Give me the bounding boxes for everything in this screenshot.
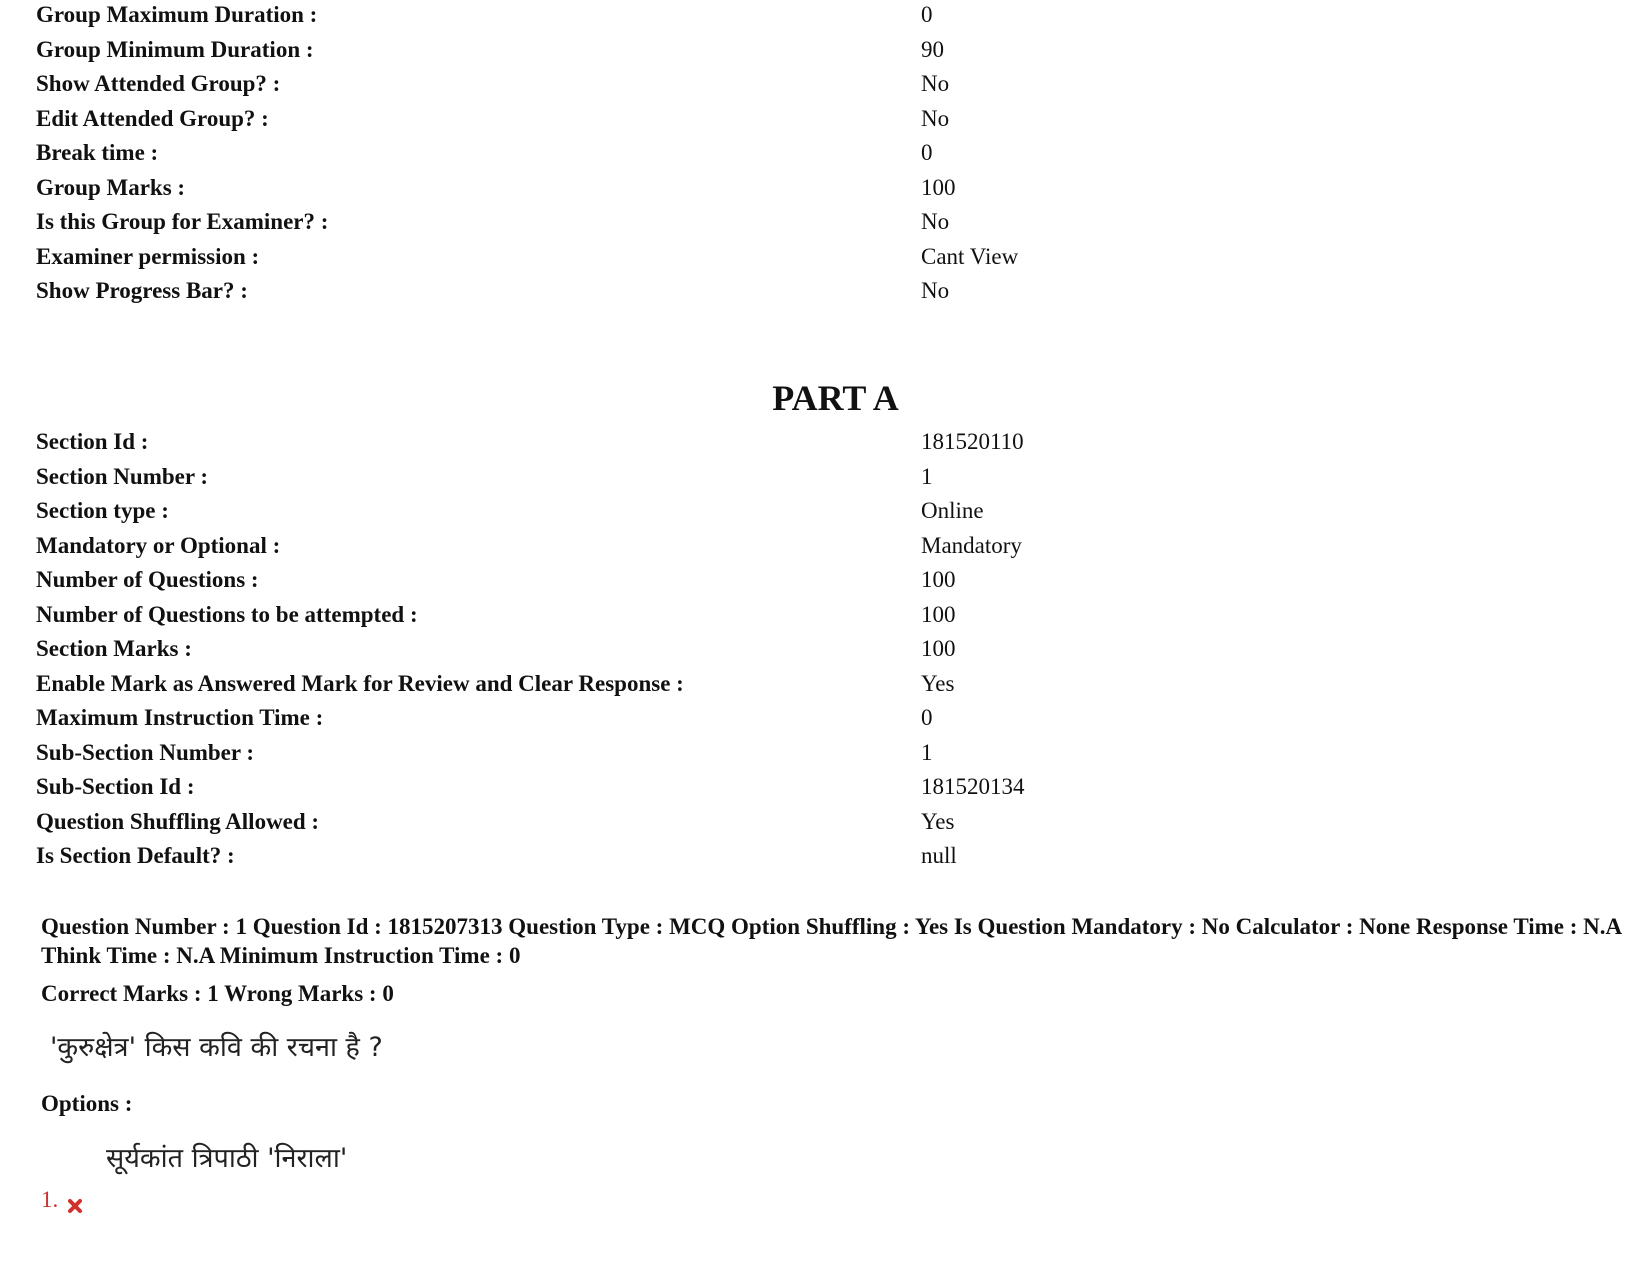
group-label: Show Attended Group? : — [36, 71, 281, 96]
option-1-marker — [41, 1185, 83, 1215]
section-value: 181520110 — [921, 429, 1024, 454]
group-details-table — [36, 0, 1018, 309]
section-row — [36, 805, 1025, 840]
section-label: Mandatory or Optional : — [36, 532, 281, 558]
group-label: Edit Attended Group? : — [36, 105, 269, 131]
options-label: Options : — [41, 1091, 133, 1116]
section-value: 181520134 — [921, 774, 1025, 799]
question-text: 'कुरुक्षेत्र' किस कवि की रचना है ? — [50, 1032, 383, 1063]
group-row — [36, 136, 1018, 171]
question-marks: Correct Marks : 1 Wrong Marks : 0 — [41, 981, 394, 1006]
section-row — [36, 632, 1025, 667]
group-row — [36, 0, 1018, 33]
wrong-cross-icon — [67, 1192, 83, 1208]
section-value: 1 — [921, 463, 933, 489]
group-row — [36, 33, 1018, 68]
section-details-table — [36, 425, 1025, 874]
group-row — [36, 205, 1018, 240]
section-row — [36, 598, 1025, 633]
section-row — [36, 460, 1025, 495]
group-label: Break time : — [36, 140, 159, 165]
group-value: No — [921, 278, 950, 303]
group-row — [36, 240, 1018, 275]
section-row — [36, 425, 1025, 460]
section-row — [36, 736, 1025, 771]
section-value: 100 — [921, 636, 956, 661]
section-value: null — [921, 843, 957, 868]
section-label: Section Id : — [36, 429, 149, 454]
group-row — [36, 102, 1018, 137]
section-value: Yes — [921, 670, 955, 696]
group-label: Group Maximum Duration : — [36, 2, 318, 27]
section-row — [36, 529, 1025, 564]
section-row — [36, 494, 1025, 529]
section-value: 100 — [921, 601, 956, 627]
section-label: Question Shuffling Allowed : — [36, 808, 320, 834]
group-label: Examiner permission : — [36, 243, 260, 269]
group-value: 100 — [921, 174, 956, 200]
section-label: Number of Questions to be attempted : — [36, 601, 418, 627]
section-value: Mandatory — [921, 532, 1022, 558]
section-label: Section Number : — [36, 463, 209, 489]
group-label: Group Minimum Duration : — [36, 36, 314, 62]
section-label: Enable Mark as Answered Mark for Review and Clear Response : — [36, 670, 684, 696]
section-value: 0 — [921, 705, 933, 730]
section-label: Section type : — [36, 498, 169, 523]
group-row — [36, 67, 1018, 102]
section-row — [36, 839, 1025, 874]
group-label: Is this Group for Examiner? : — [36, 209, 329, 234]
section-value: Online — [921, 498, 984, 523]
section-value: Yes — [921, 808, 955, 834]
group-value: No — [921, 71, 950, 96]
section-row — [36, 563, 1025, 598]
group-value: 0 — [921, 2, 933, 27]
section-row — [36, 701, 1025, 736]
section-label: Section Marks : — [36, 636, 192, 661]
option-1-number: 1. — [41, 1187, 59, 1212]
group-value: 0 — [921, 140, 933, 165]
section-label: Maximum Instruction Time : — [36, 705, 324, 730]
group-label: Show Progress Bar? : — [36, 278, 248, 303]
option-1-text: सूर्यकांत त्रिपाठी 'निराला' — [106, 1143, 348, 1174]
part-title: PART A — [772, 378, 899, 418]
section-value: 100 — [921, 567, 956, 592]
group-value: No — [921, 209, 950, 234]
section-row — [36, 770, 1025, 805]
section-label: Sub-Section Number : — [36, 739, 255, 765]
section-row — [36, 667, 1025, 702]
group-row — [36, 274, 1018, 309]
group-value: Cant View — [921, 243, 1019, 269]
section-label: Is Section Default? : — [36, 843, 235, 868]
group-value: No — [921, 105, 950, 131]
question-metadata: Question Number : 1 Question Id : 1815207313 Question Type : MCQ Option Shuffling : Yes Is Question Mandatory : No Calculator : None Response Time : N.A Think Time : N.A Minimum Instruction Time : 0 — [41, 914, 1621, 968]
section-value: 1 — [921, 739, 933, 765]
group-value: 90 — [921, 36, 944, 62]
group-row — [36, 171, 1018, 206]
section-label: Sub-Section Id : — [36, 774, 195, 799]
section-label: Number of Questions : — [36, 567, 259, 592]
group-label: Group Marks : — [36, 174, 186, 200]
